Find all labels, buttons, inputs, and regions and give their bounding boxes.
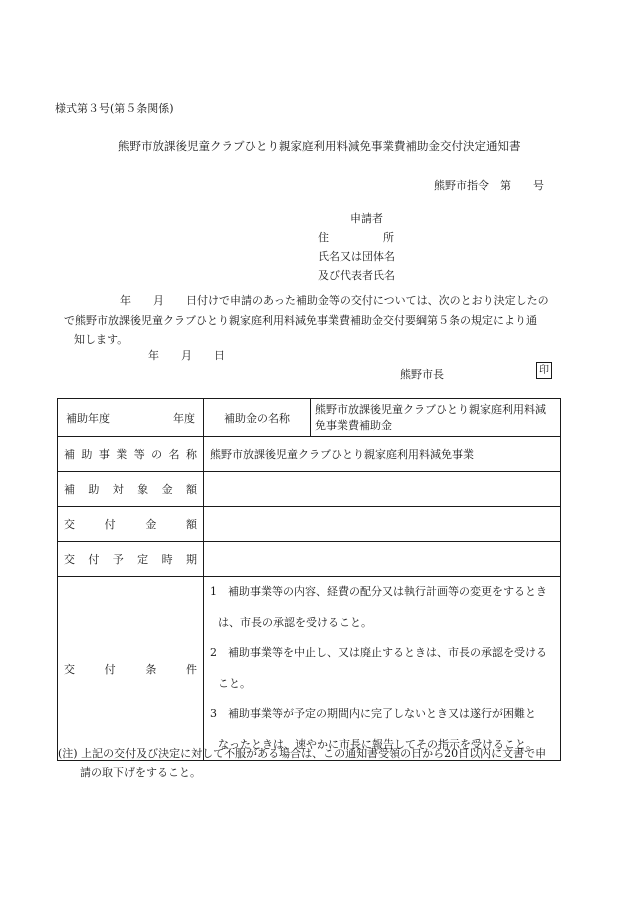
target-amount-label: 補 助 対 象 金 額 bbox=[58, 472, 204, 507]
schedule-label: 交 付 予 定 時 期 bbox=[58, 542, 204, 577]
condition-line: 3 補助事業等が予定の期間内に完了しないとき又は遂行が困難と bbox=[210, 707, 536, 720]
condition-line: 1 補助事業等の内容、経費の配分又は執行計画等の変更をするとき bbox=[210, 585, 547, 598]
footnote-line: (注) 上記の交付及び決定に対して不服がある場合は、この通知書受領の日から20日以内に文書で申 bbox=[58, 747, 547, 760]
year-label: 補助年度 bbox=[66, 411, 110, 425]
table-row bbox=[58, 577, 561, 761]
table-row bbox=[58, 507, 561, 542]
grant-amount-value bbox=[204, 507, 561, 542]
address-char: 住 bbox=[318, 231, 329, 244]
body-text bbox=[64, 291, 578, 350]
document-title: 熊野市放課後児童クラブひとり親家庭利用料減免事業費補助金交付決定通知書 bbox=[118, 139, 521, 153]
condition-line: は、市長の承認を受けること。 bbox=[218, 615, 372, 629]
issuer-number: 熊野市指令 第 号 bbox=[434, 179, 544, 192]
seal-stamp: 印 bbox=[536, 362, 552, 379]
decision-date: 年 月 日 bbox=[148, 349, 225, 362]
applicant-address-label bbox=[318, 229, 394, 245]
footnote bbox=[58, 744, 578, 782]
condition-line: 2 補助事業等を中止し、又は廃止するときは、市長の承認を受ける bbox=[210, 646, 547, 659]
conditions-label: 交 付 条 件 bbox=[58, 577, 204, 761]
project-name-value: 熊野市放課後児童クラブひとり親家庭利用料減免事業 bbox=[204, 437, 561, 472]
applicant-label: 申請者 bbox=[350, 212, 383, 225]
footnote-line: 請の取下げをすること。 bbox=[80, 766, 201, 779]
form-number: 様式第３号(第５条関係) bbox=[55, 102, 174, 115]
schedule-value bbox=[204, 542, 561, 577]
condition-line: こと。 bbox=[218, 676, 251, 690]
table-row bbox=[58, 542, 561, 577]
conditions-value bbox=[204, 577, 561, 761]
grant-amount-label: 交 付 金 額 bbox=[58, 507, 204, 542]
target-amount-value bbox=[204, 472, 561, 507]
applicant-name-label: 氏名又は団体名 bbox=[318, 250, 395, 263]
year-cell bbox=[58, 399, 204, 437]
applicant-representative-label: 及び代表者氏名 bbox=[318, 269, 395, 282]
grant-table bbox=[57, 398, 561, 761]
grant-name-value: 熊野市放課後児童クラブひとり親家庭利用料減免事業費補助金 bbox=[311, 399, 561, 437]
project-name-label: 補 助 事 業 等 の 名 称 bbox=[58, 437, 204, 472]
body-line: 知します。 bbox=[74, 333, 129, 346]
table-row bbox=[58, 437, 561, 472]
table-row bbox=[58, 472, 561, 507]
table-row bbox=[58, 399, 561, 437]
year-suffix: 年度 bbox=[173, 411, 195, 425]
address-char: 所 bbox=[383, 231, 394, 244]
condition-line: なったときは、速やかに市長に報告してその指示を受けること。 bbox=[218, 737, 537, 751]
grant-name-label: 補助金の名称 bbox=[204, 399, 311, 437]
mayor-title: 熊野市長 bbox=[400, 368, 444, 381]
body-line: 年 月 日付けで申請のあった補助金等の交付については、次のとおり決定したの bbox=[120, 294, 549, 307]
body-line: で熊野市放課後児童クラブひとり親家庭利用料減免事業費補助金交付要綱第５条の規定により通 bbox=[64, 313, 537, 327]
